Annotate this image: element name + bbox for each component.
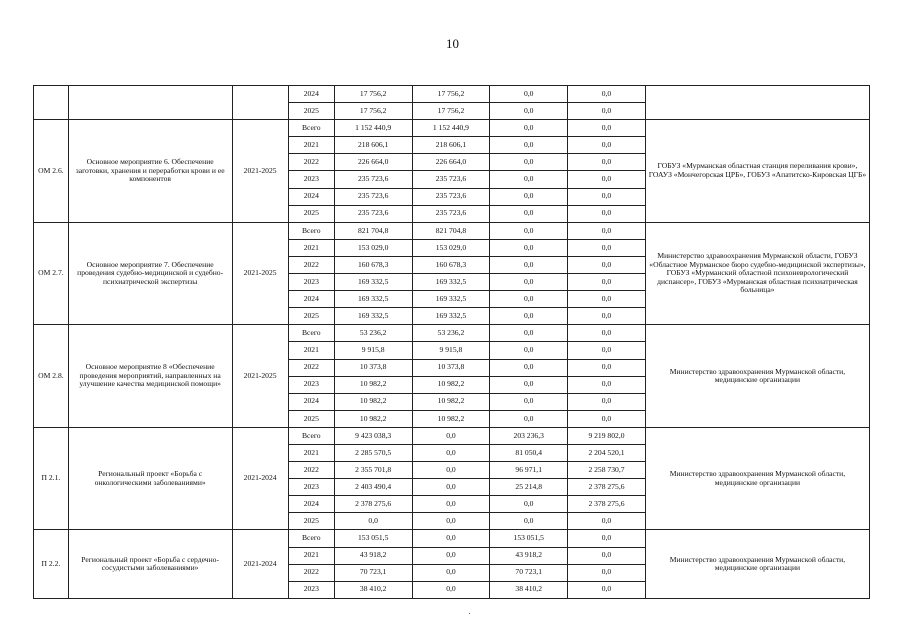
total-cell: 235 723,6 — [334, 205, 412, 222]
other-funds-cell: 2 204 520,1 — [568, 444, 646, 461]
name-cell: Основное мероприятие 7. Обеспечение проведения судебно-медицинской и судебно-психиатрической экспертизы — [68, 222, 232, 325]
year-cell: 2024 — [288, 291, 334, 308]
total-cell: 43 918,2 — [334, 547, 412, 564]
year-cell: 2022 — [288, 154, 334, 171]
federal-budget-cell: 0,0 — [490, 239, 568, 256]
period-cell: 2021-2025 — [232, 120, 288, 223]
federal-budget-cell: 96 971,1 — [490, 462, 568, 479]
federal-budget-cell: 0,0 — [490, 325, 568, 342]
name-cell: Основное мероприятие 6. Обеспечение заготовки, хранения и переработки крови и ее компонентов — [68, 120, 232, 223]
federal-budget-cell: 38 410,2 — [490, 581, 568, 598]
federal-budget-cell: 0,0 — [490, 359, 568, 376]
year-cell: 2024 — [288, 86, 334, 103]
total-cell: 2 285 570,5 — [334, 444, 412, 461]
year-cell: 2025 — [288, 103, 334, 120]
federal-budget-cell: 0,0 — [490, 342, 568, 359]
year-cell: 2025 — [288, 513, 334, 530]
year-cell: 2025 — [288, 308, 334, 325]
regional-budget-cell: 0,0 — [412, 444, 490, 461]
code-cell: П 2.2. — [34, 530, 69, 598]
name-cell: Основное мероприятие 8 «Обеспечение проведения мероприятий, направленных на улучшение качества медицинской помощи» — [68, 325, 232, 428]
regional-budget-cell: 226 664,0 — [412, 154, 490, 171]
regional-budget-cell: 169 332,5 — [412, 274, 490, 291]
year-cell: 2021 — [288, 342, 334, 359]
regional-budget-cell: 169 332,5 — [412, 308, 490, 325]
other-funds-cell: 0,0 — [568, 342, 646, 359]
regional-budget-cell: 0,0 — [412, 547, 490, 564]
regional-budget-cell: 0,0 — [412, 530, 490, 547]
total-cell: 10 982,2 — [334, 393, 412, 410]
other-funds-cell: 0,0 — [568, 120, 646, 137]
other-funds-cell: 2 378 275,6 — [568, 479, 646, 496]
budget-table — [33, 85, 870, 599]
total-cell: 226 664,0 — [334, 154, 412, 171]
year-cell: 2021 — [288, 444, 334, 461]
total-cell: 1 152 440,9 — [334, 120, 412, 137]
table-row — [34, 120, 870, 137]
other-funds-cell: 0,0 — [568, 564, 646, 581]
total-cell: 2 378 275,6 — [334, 496, 412, 513]
other-funds-cell: 0,0 — [568, 86, 646, 103]
table-row — [34, 325, 870, 342]
other-funds-cell: 0,0 — [568, 154, 646, 171]
federal-budget-cell: 43 918,2 — [490, 547, 568, 564]
other-funds-cell: 0,0 — [568, 291, 646, 308]
other-funds-cell: 0,0 — [568, 547, 646, 564]
year-cell: Всего — [288, 120, 334, 137]
total-cell: 2 403 490,4 — [334, 479, 412, 496]
period-cell: 2021-2024 — [232, 530, 288, 598]
other-funds-cell: 0,0 — [568, 530, 646, 547]
federal-budget-cell: 0,0 — [490, 291, 568, 308]
year-cell: 2025 — [288, 205, 334, 222]
federal-budget-cell: 25 214,8 — [490, 479, 568, 496]
name-cell — [68, 86, 232, 120]
year-cell: 2021 — [288, 239, 334, 256]
other-funds-cell: 0,0 — [568, 513, 646, 530]
other-funds-cell: 0,0 — [568, 359, 646, 376]
year-cell: 2023 — [288, 376, 334, 393]
regional-budget-cell: 0,0 — [412, 479, 490, 496]
year-cell: 2024 — [288, 188, 334, 205]
code-cell — [34, 86, 69, 120]
federal-budget-cell: 0,0 — [490, 496, 568, 513]
other-funds-cell: 0,0 — [568, 256, 646, 273]
federal-budget-cell: 0,0 — [490, 171, 568, 188]
total-cell: 9 915,8 — [334, 342, 412, 359]
period-cell: 2021-2025 — [232, 325, 288, 428]
federal-budget-cell: 0,0 — [490, 410, 568, 427]
table-row — [34, 530, 870, 547]
total-cell: 235 723,6 — [334, 188, 412, 205]
federal-budget-cell: 0,0 — [490, 393, 568, 410]
regional-budget-cell: 1 152 440,9 — [412, 120, 490, 137]
year-cell: 2023 — [288, 274, 334, 291]
executor-cell: Министерство здравоохранения Мурманской области, медицинские организации — [645, 325, 869, 428]
federal-budget-cell: 0,0 — [490, 308, 568, 325]
federal-budget-cell: 81 050,4 — [490, 444, 568, 461]
regional-budget-cell: 0,0 — [412, 462, 490, 479]
total-cell: 169 332,5 — [334, 274, 412, 291]
other-funds-cell: 2 378 275,6 — [568, 496, 646, 513]
regional-budget-cell: 9 915,8 — [412, 342, 490, 359]
year-cell: 2022 — [288, 256, 334, 273]
federal-budget-cell: 0,0 — [490, 274, 568, 291]
federal-budget-cell: 0,0 — [490, 256, 568, 273]
name-cell: Региональный проект «Борьба с сердечно-сосудистыми заболеваниями» — [68, 530, 232, 598]
total-cell: 38 410,2 — [334, 581, 412, 598]
year-cell: 2022 — [288, 462, 334, 479]
total-cell: 17 756,2 — [334, 103, 412, 120]
scan-speck — [469, 613, 470, 614]
regional-budget-cell: 17 756,2 — [412, 86, 490, 103]
regional-budget-cell: 160 678,3 — [412, 256, 490, 273]
table-row — [34, 427, 870, 444]
other-funds-cell: 2 258 730,7 — [568, 462, 646, 479]
executor-cell: Министерство здравоохранения Мурманской области, медицинские организации — [645, 530, 869, 598]
other-funds-cell: 0,0 — [568, 205, 646, 222]
federal-budget-cell: 0,0 — [490, 103, 568, 120]
federal-budget-cell: 203 236,3 — [490, 427, 568, 444]
total-cell: 169 332,5 — [334, 308, 412, 325]
total-cell: 10 373,8 — [334, 359, 412, 376]
federal-budget-cell: 0,0 — [490, 188, 568, 205]
total-cell: 821 704,8 — [334, 222, 412, 239]
year-cell: Всего — [288, 530, 334, 547]
other-funds-cell: 9 219 802,0 — [568, 427, 646, 444]
other-funds-cell: 0,0 — [568, 274, 646, 291]
regional-budget-cell: 0,0 — [412, 564, 490, 581]
table-row — [34, 222, 870, 239]
federal-budget-cell: 0,0 — [490, 513, 568, 530]
federal-budget-cell: 0,0 — [490, 222, 568, 239]
year-cell: 2024 — [288, 393, 334, 410]
other-funds-cell: 0,0 — [568, 239, 646, 256]
executor-cell: ГОБУЗ «Мурманская областная станция переливания крови», ГОАУЗ «Мончегорская ЦРБ», ГОБУЗ «Апатитско-Кировская ЦГБ» — [645, 120, 869, 223]
executor-cell — [645, 86, 869, 120]
year-cell: 2025 — [288, 410, 334, 427]
total-cell: 153 029,0 — [334, 239, 412, 256]
other-funds-cell: 0,0 — [568, 308, 646, 325]
regional-budget-cell: 218 606,1 — [412, 137, 490, 154]
total-cell: 2 355 701,8 — [334, 462, 412, 479]
year-cell: 2022 — [288, 359, 334, 376]
code-cell: ОМ 2.7. — [34, 222, 69, 325]
federal-budget-cell: 0,0 — [490, 205, 568, 222]
total-cell: 153 051,5 — [334, 530, 412, 547]
year-cell: 2021 — [288, 547, 334, 564]
year-cell: 2023 — [288, 479, 334, 496]
year-cell: 2023 — [288, 581, 334, 598]
federal-budget-cell: 153 051,5 — [490, 530, 568, 547]
year-cell: Всего — [288, 222, 334, 239]
regional-budget-cell: 10 982,2 — [412, 393, 490, 410]
other-funds-cell: 0,0 — [568, 222, 646, 239]
year-cell: 2022 — [288, 564, 334, 581]
code-cell: П 2.1. — [34, 427, 69, 530]
other-funds-cell: 0,0 — [568, 171, 646, 188]
total-cell: 17 756,2 — [334, 86, 412, 103]
period-cell: 2021-2025 — [232, 222, 288, 325]
table-row — [34, 86, 870, 103]
federal-budget-cell: 70 723,1 — [490, 564, 568, 581]
other-funds-cell: 0,0 — [568, 581, 646, 598]
regional-budget-cell: 235 723,6 — [412, 171, 490, 188]
regional-budget-cell: 169 332,5 — [412, 291, 490, 308]
total-cell: 0,0 — [334, 513, 412, 530]
total-cell: 53 236,2 — [334, 325, 412, 342]
other-funds-cell: 0,0 — [568, 325, 646, 342]
year-cell: 2024 — [288, 496, 334, 513]
federal-budget-cell: 0,0 — [490, 376, 568, 393]
regional-budget-cell: 235 723,6 — [412, 188, 490, 205]
total-cell: 10 982,2 — [334, 376, 412, 393]
regional-budget-cell: 10 373,8 — [412, 359, 490, 376]
other-funds-cell: 0,0 — [568, 137, 646, 154]
regional-budget-cell: 0,0 — [412, 427, 490, 444]
year-cell: 2021 — [288, 137, 334, 154]
federal-budget-cell: 0,0 — [490, 154, 568, 171]
federal-budget-cell: 0,0 — [490, 120, 568, 137]
regional-budget-cell: 53 236,2 — [412, 325, 490, 342]
executor-cell: Министерство здравоохранения Мурманской области, ГОБУЗ «Областное Мурманское бюро судебно-медицинской экспертизы», ГОБУЗ «Мурманский областной психоневрологический диспансер», ГОБУЗ «Мурманская областная психиатрическая больница» — [645, 222, 869, 325]
regional-budget-cell: 235 723,6 — [412, 205, 490, 222]
regional-budget-cell: 153 029,0 — [412, 239, 490, 256]
period-cell — [232, 86, 288, 120]
period-cell: 2021-2024 — [232, 427, 288, 530]
other-funds-cell: 0,0 — [568, 188, 646, 205]
federal-budget-cell: 0,0 — [490, 86, 568, 103]
executor-cell: Министерство здравоохранения Мурманской области, медицинские организации — [645, 427, 869, 530]
regional-budget-cell: 17 756,2 — [412, 103, 490, 120]
page-number: 10 — [446, 36, 459, 51]
year-cell: 2023 — [288, 171, 334, 188]
regional-budget-cell: 0,0 — [412, 496, 490, 513]
total-cell: 169 332,5 — [334, 291, 412, 308]
total-cell: 160 678,3 — [334, 256, 412, 273]
year-cell: Всего — [288, 427, 334, 444]
other-funds-cell: 0,0 — [568, 393, 646, 410]
regional-budget-cell: 821 704,8 — [412, 222, 490, 239]
regional-budget-cell: 0,0 — [412, 513, 490, 530]
total-cell: 9 423 038,3 — [334, 427, 412, 444]
total-cell: 235 723,6 — [334, 171, 412, 188]
other-funds-cell: 0,0 — [568, 376, 646, 393]
total-cell: 218 606,1 — [334, 137, 412, 154]
other-funds-cell: 0,0 — [568, 410, 646, 427]
table-body — [34, 86, 870, 599]
code-cell: ОМ 2.8. — [34, 325, 69, 428]
code-cell: ОМ 2.6. — [34, 120, 69, 223]
regional-budget-cell: 10 982,2 — [412, 376, 490, 393]
name-cell: Региональный проект «Борьба с онкологическими заболеваниями» — [68, 427, 232, 530]
year-cell: Всего — [288, 325, 334, 342]
total-cell: 10 982,2 — [334, 410, 412, 427]
regional-budget-cell: 0,0 — [412, 581, 490, 598]
total-cell: 70 723,1 — [334, 564, 412, 581]
other-funds-cell: 0,0 — [568, 103, 646, 120]
federal-budget-cell: 0,0 — [490, 137, 568, 154]
regional-budget-cell: 10 982,2 — [412, 410, 490, 427]
